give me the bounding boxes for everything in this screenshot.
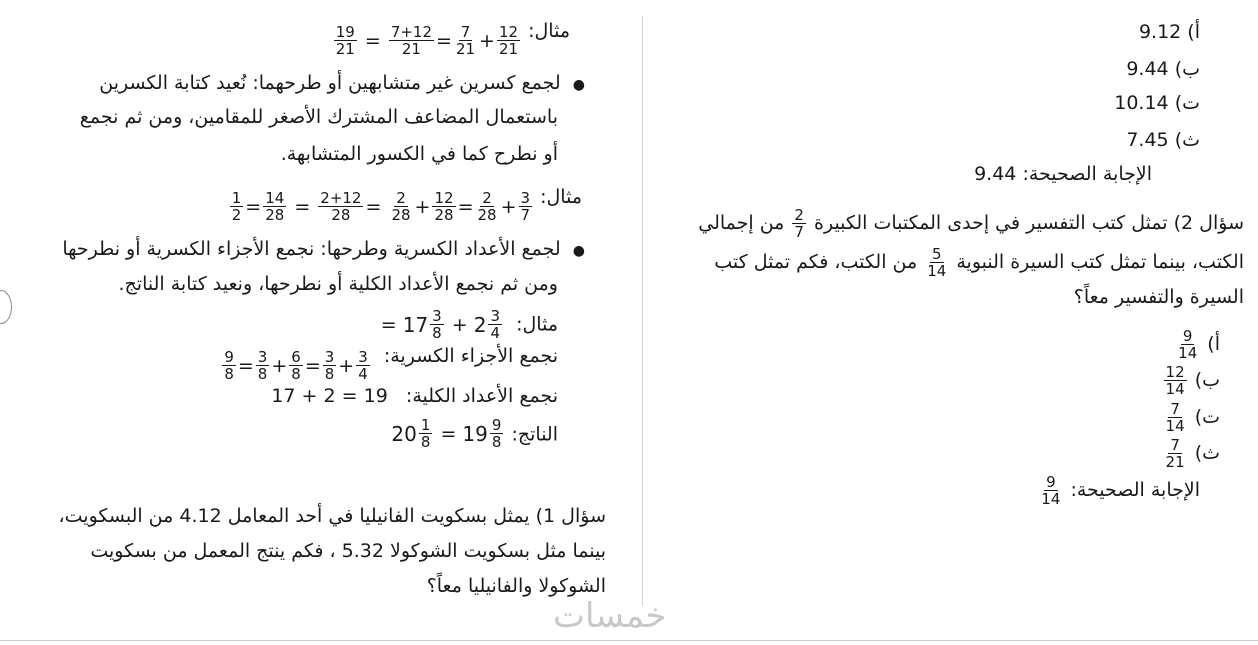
q2-option-t: ت) $\frac{7}{14}$ bbox=[1165, 400, 1220, 435]
q2-option-th: ث) $\frac{7}{21}$ bbox=[1165, 436, 1220, 471]
q2-answer: الإجابة الصحيحة: $\frac{9}{14}$ bbox=[1041, 473, 1200, 508]
watermark-logo: خمسات bbox=[553, 596, 667, 636]
q0-option-th: ث) 7.45 bbox=[1126, 129, 1200, 151]
example-1: مثال: $\frac{19}{21}$ = $\frac{7+12}{21}$ = $\frac{7}{21}$ + $\frac{12}{21}$ bbox=[335, 20, 570, 58]
fraction-parts-line: نجمع الأجزاء الكسرية: $\frac{9}{8}$ = $\frac{3}{8}$ + $\frac{6}{8}$ = $\frac{3}{8}$ + $\frac{3}{4}$ bbox=[224, 345, 558, 383]
bullet-3-line-1: ● لجمع الأعداد الكسرية وطرحها: نجمع الأجزاء الكسرية أو نطرحها bbox=[62, 238, 585, 260]
whole-numbers-line: نجمع الأعداد الكلية: 17 + 2 = 19 bbox=[271, 385, 558, 407]
q1-line-1: سؤال 1) يمثل بسكويت الفانيليا في أحد المعامل 4.12 من البسكويت، bbox=[58, 505, 606, 527]
example-3: مثال: = 17 $\frac{3}{8}$ + 2 $\frac{3}{4}$ bbox=[380, 307, 558, 342]
scroll-handle[interactable] bbox=[0, 290, 12, 324]
q0-option-a: أ) 9.12 bbox=[1138, 21, 1200, 43]
q0-option-b: ب) 9.44 bbox=[1126, 58, 1200, 80]
bullet-2-line-3: أو نطرح كما في الكسور المتشابهة. bbox=[280, 143, 558, 165]
column-divider bbox=[642, 16, 643, 606]
example-2: مثال: $\frac{1}{2}$ = $\frac{14}{28}$ = $\frac{2+12}{28}$ = $\frac{2}{28}$ + $\frac{12}{28}$ = $\frac{2}{28}$ + $\frac{3}{7}$ bbox=[231, 186, 582, 224]
q0-answer: الإجابة الصحيحة: 9.44 bbox=[974, 163, 1152, 185]
q2-fraction-tafsir: $\frac{2}{7}$ bbox=[794, 206, 804, 241]
page-bottom-border bbox=[0, 640, 1258, 641]
bullet-icon: ● bbox=[572, 77, 585, 93]
q1-line-3: الشوكولا والفانيليا معاً؟ bbox=[426, 575, 606, 597]
q0-option-t: ت) 10.14 bbox=[1114, 92, 1200, 114]
q2-line-3: السيرة والتفسير معاً؟ bbox=[1073, 286, 1244, 308]
q2-option-a: أ) $\frac{9}{14}$ bbox=[1178, 327, 1220, 362]
q1-line-2: بينما مثل بسكويت الشوكولا 5.32 ، فكم ينتج المعمل من بسكويت bbox=[90, 540, 606, 562]
bullet-2-line-1: ● لجمع كسرين غير متشابهين أو طرحهما: نُعيد كتابة الكسرين bbox=[99, 72, 585, 94]
q2-line-1: سؤال 2) تمثل كتب التفسير في إحدى المكتبات الكبيرة $\frac{2}{7}$ من إجمالي bbox=[698, 206, 1244, 241]
bullet-2-line-2: باستعمال المضاعف المشترك الأصغر للمقامين، ومن ثم نجمع bbox=[79, 106, 558, 128]
bullet-icon: ● bbox=[572, 243, 585, 259]
bullet-3-line-2: ومن ثم نجمع الأعداد الكلية أو نطرحها، ونعيد كتابة الناتج. bbox=[118, 273, 558, 295]
q2-fraction-seerah: $\frac{5}{14}$ bbox=[927, 245, 947, 280]
q2-line-2: الكتب، بينما تمثل كتب السيرة النبوية $\frac{5}{14}$ من الكتب، فكم تمثل كتب bbox=[714, 245, 1244, 280]
q2-option-b: ب) $\frac{12}{14}$ bbox=[1165, 363, 1220, 398]
result-line: الناتج: 20 $\frac{1}{8}$ = 19 $\frac{9}{8}$ bbox=[391, 416, 558, 451]
